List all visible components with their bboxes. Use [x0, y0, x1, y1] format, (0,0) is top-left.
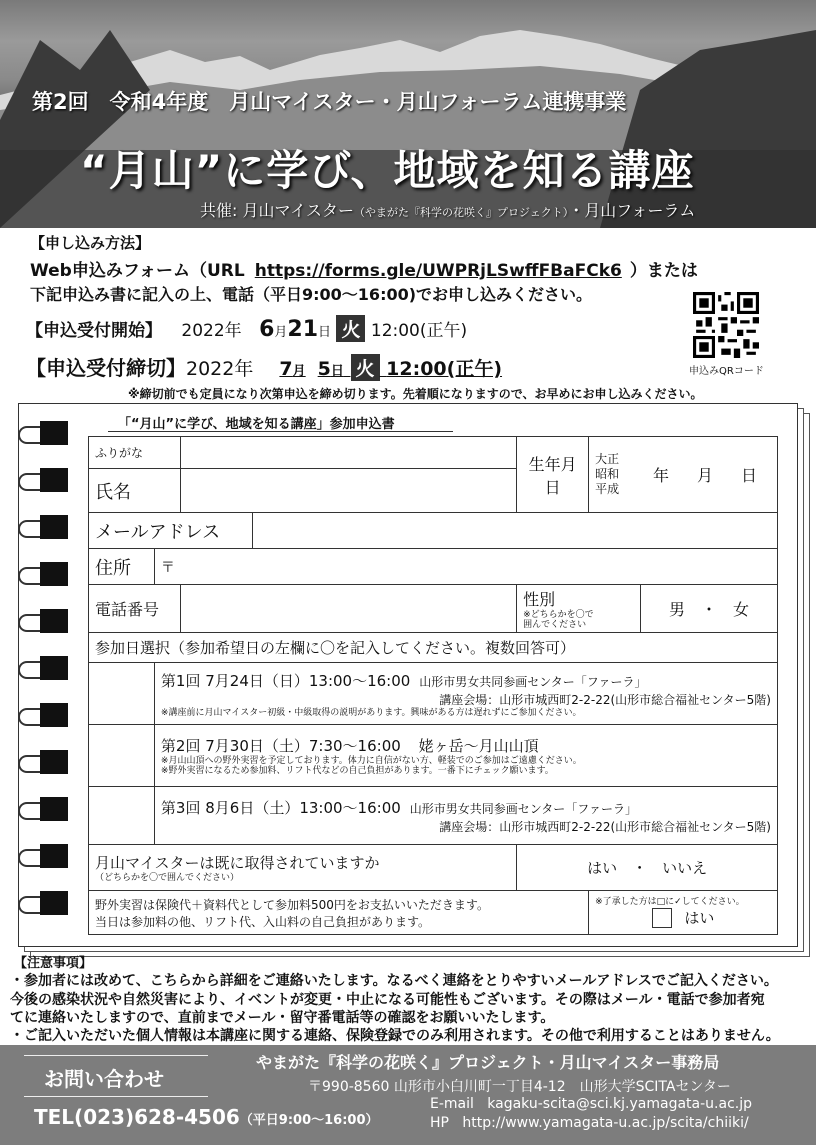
spiral-ring-icon	[18, 467, 73, 493]
note-line: ・参加者には改めて、こちらから詳細をご連絡いたします。なるべく連絡をとりやすいメールアドレスでご記入ください。	[10, 973, 778, 989]
hp-label: HP	[430, 1115, 449, 1131]
session1-checkbox-cell[interactable]	[89, 663, 155, 725]
start-month: 6	[259, 317, 275, 342]
gender-options[interactable]: 男 ・ 女	[641, 585, 778, 633]
name-label: 氏名	[89, 469, 181, 513]
agree-label: はい	[684, 908, 715, 927]
birthdate-label: 生年月日	[517, 437, 589, 513]
method-or: ）または	[629, 261, 698, 281]
email-label-footer: E-mail	[430, 1096, 474, 1112]
notes-heading: 【注意事項】	[14, 956, 93, 971]
start-weekday-badge: 火	[336, 315, 365, 342]
spiral-ring-icon	[18, 514, 73, 540]
organizer-address: 〒990-8560 山形市小白川町一丁目4-12 山形大学SCITAセンター	[308, 1079, 731, 1095]
start-day: 21	[287, 317, 319, 342]
session3-venue: 講座会場：山形市城西町2-2-22(山形市総合福祉センター5階)	[439, 819, 771, 834]
deadline-day-unit: 日	[330, 364, 344, 379]
session1-place: 山形市男女共同参画センター「ファーラ」	[419, 674, 647, 689]
era-heisei: 平成	[595, 482, 620, 496]
email-label: メールアドレス	[89, 513, 253, 549]
meister-question-cell	[89, 845, 517, 891]
fee-line2: 当日は参加料の他、リフト代、入山料の自己負担があります。	[95, 914, 431, 929]
note-line: ・ご記入いただいた個人情報は本講座に関する連絡、保険登録でのみ利用されます。その他で利用することはありません。	[10, 1028, 780, 1044]
session1-details	[154, 663, 777, 725]
spiral-ring-icon	[18, 796, 73, 822]
phone-number[interactable]: TEL(023)628-4506	[34, 1105, 240, 1129]
page-title: “月山”に学び、地域を知る講座	[80, 146, 695, 195]
address-label: 住所	[89, 549, 155, 585]
agree-checkbox[interactable]	[652, 908, 672, 928]
era-showa: 昭和	[595, 467, 620, 481]
session1-main: 第1回 7月24日（日）13:00～16:00	[160, 671, 411, 690]
meister-options[interactable]: はい ・ いいえ	[517, 845, 778, 891]
gender-label-cell	[517, 585, 641, 633]
session3-details	[154, 787, 777, 845]
session3-checkbox-cell[interactable]	[89, 787, 155, 845]
era-taisho: 大正	[595, 452, 620, 466]
deadline-row	[26, 352, 502, 381]
homepage-link[interactable]: http://www.yamagata-u.ac.jp/scita/chiiki/	[462, 1115, 749, 1131]
meister-question: 月山マイスターは既に取得されていますか	[95, 854, 380, 872]
form-title: 「“月山”に学び、地域を知る講座」参加申込書	[118, 417, 395, 432]
qr-caption: 申込みQRコード	[689, 366, 764, 377]
session3-place: 山形市男女共同参画センター「ファーラ」	[409, 801, 637, 816]
spiral-ring-icon	[18, 702, 73, 728]
qr-code-icon[interactable]	[693, 292, 759, 358]
session1-note: ※講座前に月山マイスター初級・中級取得の説明があります。興味がある方は遅れずにご参加ください。	[160, 707, 582, 718]
name-field[interactable]	[180, 469, 516, 513]
deadline-label: 【申込受付締切】	[26, 356, 186, 380]
contact-email-link[interactable]: kagaku-scita@sci.kj.yamagata-u.ac.jp	[487, 1096, 752, 1112]
phone-field[interactable]	[180, 585, 516, 633]
contact-divider-bottom	[24, 1096, 208, 1097]
postal-mark: 〒	[160, 559, 175, 576]
session1-venue: 講座会場：山形市城西町2-2-22(山形市総合福祉センター5階)	[439, 692, 771, 707]
deadline-time: 12:00(正午)	[386, 358, 503, 380]
method-line2: 下記申込み書に記入の上、電話（平日9:00～16:00)でお申し込みください。	[30, 285, 593, 304]
sponsor-prefix: 共催: 月山マイスター	[200, 201, 354, 220]
contact-label: お問い合わせ	[44, 1067, 164, 1091]
deadline-month: 7	[279, 358, 293, 380]
session2-checkbox-cell[interactable]	[89, 725, 155, 787]
spiral-ring-icon	[18, 890, 73, 916]
session-select-heading: 参加日選択（参加希望日の左欄に〇を記入してください。複数回答可）	[89, 633, 778, 663]
birth-day-unit: 日	[740, 466, 757, 485]
gender-note: ※どちらかを〇で囲んでください	[523, 610, 594, 630]
agree-note: ※了承した方は□に✓してください。	[595, 896, 745, 907]
method-web-label: Web申込みフォーム（URL	[30, 261, 245, 281]
homepage-row	[430, 1115, 749, 1131]
deadline-year: 2022年	[186, 358, 254, 380]
spiral-ring-icon	[18, 843, 73, 869]
birth-year-unit: 年	[653, 466, 670, 485]
note-line: てに連絡いたしますので、直前までメール・留守番電話等の確認をお願いいたします。	[10, 1010, 555, 1026]
start-year: 2022年	[181, 321, 242, 341]
spiral-ring-icon	[18, 608, 73, 634]
spiral-ring-icon	[18, 420, 73, 446]
furigana-label: ふりがな	[89, 437, 181, 469]
birth-month-unit: 月	[697, 466, 714, 485]
session2-main: 第2回 7月30日（土）7:30～16:00	[160, 737, 401, 755]
address-field[interactable]	[154, 549, 777, 585]
session2-place: 姥ヶ岳～月山山頂	[418, 737, 539, 755]
agree-cell	[589, 891, 778, 935]
furigana-field[interactable]	[180, 437, 516, 469]
start-time: 12:00(正午)	[370, 321, 468, 341]
spiral-ring-icon	[18, 561, 73, 587]
email-field[interactable]	[252, 513, 777, 549]
contact-phone	[34, 1105, 379, 1129]
method-heading: 【申し込み方法】	[30, 234, 151, 252]
sponsor-small: （やまがた『科学の花咲く』プロジェクト）	[354, 206, 569, 219]
contact-divider-top	[24, 1055, 208, 1056]
deadline-day: 5	[317, 358, 331, 380]
method-line1	[30, 256, 698, 281]
spiral-ring-icon	[18, 749, 73, 775]
deadline-month-unit: 月	[292, 364, 306, 379]
birthdate-field[interactable]	[589, 437, 778, 513]
deadline-notice: ※締切前でも定員になり次第申込を締め切ります。先着順になりますので、お早めにお申し込みください。	[128, 387, 703, 401]
deadline-weekday-badge: 火	[351, 354, 380, 381]
session3-main: 第3回 8月6日（土）13:00～16:00	[160, 798, 401, 817]
start-day-unit: 日	[318, 325, 332, 340]
spiral-ring-icon	[18, 655, 73, 681]
sponsor-line	[200, 198, 695, 221]
form-url-link[interactable]: https://forms.gle/UWPRjLSwffFBaFCk6	[254, 261, 622, 281]
organizer-name: やまがた『科学の花咲く』プロジェクト・月山マイスター事務局	[256, 1053, 720, 1072]
gender-label: 性別	[523, 590, 556, 609]
note-line: 今後の感染状況や自然災害により、イベントが変更・中止になる可能性もございます。その際はメール・電話で参加者宛	[10, 992, 765, 1008]
session2-details	[154, 725, 777, 787]
contact-email-row	[430, 1096, 752, 1112]
fee-cell	[89, 891, 589, 935]
start-label: 【申込受付開始】	[26, 321, 162, 341]
session2-note1: ※月山山頂への野外実習を予定しております。体力に自信がない方、軽装でのご参加はご遠慮ください。	[160, 756, 582, 766]
fee-line1: 野外実習は保険代＋資料代として参加料500円をお支払いいただきます。	[95, 897, 489, 912]
application-form	[88, 436, 778, 935]
meister-note: （どちらかを〇で囲んでください）	[95, 873, 240, 883]
start-date-row	[26, 315, 467, 342]
phone-label: 電話番号	[89, 585, 181, 633]
phone-hours: （平日9:00～16:00）	[239, 1113, 379, 1128]
header-subtitle: 第2回 令和4年度 月山マイスター・月山フォーラム連携事業	[32, 90, 627, 114]
session2-note2: ※野外実習になるため参加料、リフト代などの自己負担があります。一番下にチェック願います。	[160, 766, 554, 776]
sponsor-suffix: ・月山フォーラム	[568, 201, 696, 220]
start-month-unit: 月	[274, 325, 288, 340]
form-title-divider	[108, 431, 453, 432]
